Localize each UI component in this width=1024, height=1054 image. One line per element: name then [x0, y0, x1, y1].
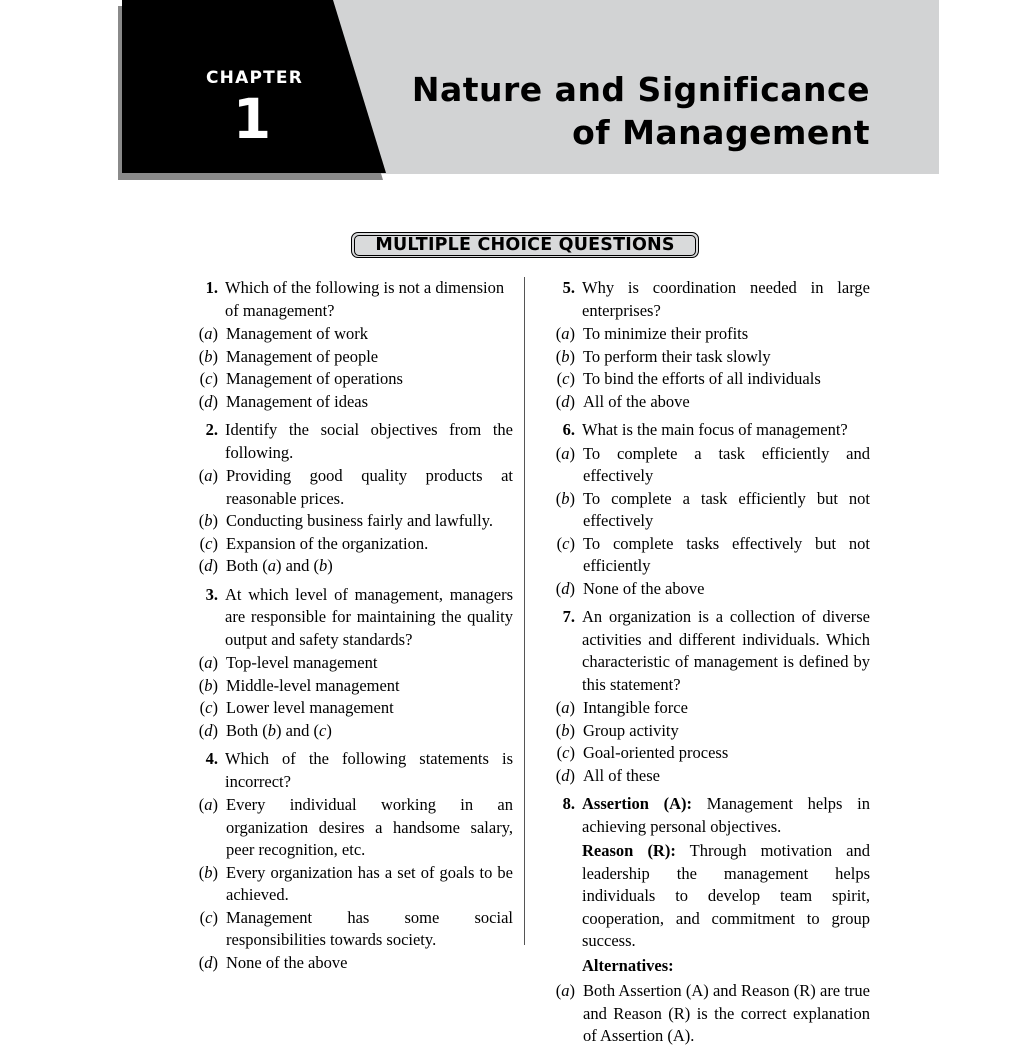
option-letter: (b) [198, 862, 218, 882]
option-letter: (a) [555, 443, 575, 463]
question-text: An organization is a collection of diverse activities and different individuals. Which characteristic of management is defined by this statement? [582, 607, 870, 694]
option-letter: (b) [555, 488, 575, 508]
question-number: 8. [562, 794, 575, 813]
option-item[interactable] [553, 980, 870, 1048]
option-letter: (d) [198, 391, 218, 411]
reason-label: Reason (R): [582, 841, 676, 860]
question-block [196, 419, 513, 578]
option-letter: (d) [198, 556, 218, 575]
option-list [196, 794, 513, 974]
option-text: Both Assertion (A) and Reason (R) are true and Reason (R) is the correct explanation of Assertion (A). [583, 981, 870, 1045]
option-text: Management of operations [226, 369, 403, 388]
option-item[interactable] [553, 443, 870, 488]
option-text: None of the above [583, 578, 705, 598]
option-text: To complete a task efficiently and effectively [583, 443, 870, 485]
option-text: Middle-level management [226, 675, 400, 695]
question-text: At which level of management, managers are responsible for maintaining the quality output and safety standards? [225, 584, 513, 649]
questions-area [0, 277, 1024, 1045]
option-item[interactable] [553, 346, 870, 369]
option-text: None of the above [226, 952, 348, 972]
question-number: 4. [205, 749, 218, 768]
alternatives-label: Alternatives: [582, 955, 674, 975]
option-letter: (a) [198, 653, 218, 672]
option-item[interactable] [553, 765, 870, 788]
option-letter: (a) [555, 981, 575, 1000]
questions-column-right [553, 277, 870, 1054]
question-header [196, 584, 513, 652]
option-letter: (d) [555, 391, 575, 411]
option-text: Conducting business fairly and lawfully. [226, 511, 494, 530]
question-text: Identify the social objectives from the following. [225, 420, 513, 462]
option-letter: (c) [199, 369, 218, 388]
option-item[interactable] [553, 488, 870, 533]
assertion-reason-body [582, 793, 870, 979]
option-letter: (c) [556, 369, 575, 388]
option-letter: (d) [555, 765, 575, 785]
question-header [196, 419, 513, 464]
option-text: Goal-oriented process [583, 743, 729, 762]
question-block [553, 606, 870, 787]
option-item[interactable] [196, 862, 513, 907]
option-letter: (b) [555, 346, 575, 366]
option-item[interactable] [196, 720, 513, 743]
option-letter: (d) [555, 578, 575, 598]
option-item[interactable] [196, 465, 513, 510]
option-text: Management has some social responsibilities towards society. [226, 907, 513, 949]
reason-line: Reason (R): Through motivation and leadership the management helps individuals to develop team spirit, cooperation, and commitment to group success. [582, 841, 870, 950]
chapter-label: CHAPTER [205, 68, 304, 88]
option-item[interactable] [196, 368, 513, 391]
question-number: 3. [205, 584, 218, 604]
option-item[interactable] [196, 323, 513, 346]
question-text: Which of the following is not a dimension of management? [225, 278, 505, 320]
option-item[interactable] [196, 652, 513, 675]
option-text: Lower level management [226, 698, 394, 717]
question-block [553, 277, 870, 413]
question-number: 2. [205, 420, 218, 439]
option-text: All of the above [583, 391, 690, 411]
option-list [553, 323, 870, 413]
question-header [553, 793, 870, 979]
option-item[interactable] [553, 720, 870, 743]
option-list [196, 465, 513, 578]
option-list [553, 697, 870, 787]
option-letter: (a) [198, 324, 218, 343]
option-text: Both (a) and (b) [226, 556, 333, 575]
question-header [553, 419, 870, 442]
option-letter: (b) [198, 346, 218, 366]
option-text: Intangible force [583, 698, 688, 717]
column-divider [524, 277, 525, 945]
option-letter: (b) [198, 675, 218, 695]
option-item[interactable] [553, 697, 870, 720]
option-item[interactable] [553, 323, 870, 346]
option-item[interactable] [196, 697, 513, 720]
chapter-title [400, 68, 870, 154]
option-letter: (c) [556, 743, 575, 762]
option-text: Every individual working in an organization desires a handsome salary, peer recognition, etc. [226, 795, 513, 859]
question-header [553, 277, 870, 322]
question-block [553, 419, 870, 600]
question-number: 5. [562, 278, 575, 297]
option-letter: (d) [198, 720, 218, 740]
option-list [553, 980, 870, 1048]
chapter-title-line-2: of Management [572, 113, 870, 152]
chapter-header-banner [0, 0, 1024, 190]
option-letter: (b) [555, 720, 575, 740]
option-text: To bind the efforts of all individuals [583, 369, 821, 388]
option-text: Both (b) and (c) [226, 720, 332, 740]
option-text: To complete tasks effectively but not efficiently [583, 533, 870, 575]
option-text: Every organization has a set of goals to be achieved. [226, 862, 513, 904]
option-text: To perform their task slowly [583, 346, 771, 366]
option-item[interactable] [196, 346, 513, 369]
section-title-banner [351, 232, 699, 258]
option-item[interactable] [196, 952, 513, 975]
option-item[interactable] [553, 533, 870, 578]
option-text: Management of people [226, 346, 379, 366]
option-item[interactable] [196, 907, 513, 952]
question-text: What is the main focus of management? [582, 420, 848, 439]
question-block [196, 277, 513, 413]
option-letter: (a) [555, 324, 575, 343]
option-letter: (c) [199, 698, 218, 717]
option-item[interactable] [196, 555, 513, 578]
option-text: To complete a task efficiently but not effectively [583, 488, 870, 530]
option-item[interactable] [553, 578, 870, 601]
option-item[interactable] [553, 368, 870, 391]
question-number: 1. [205, 278, 218, 297]
question-number: 7. [562, 607, 575, 626]
option-letter: (c) [199, 907, 218, 927]
option-list [196, 652, 513, 742]
option-letter: (a) [555, 698, 575, 717]
chapter-number: 1 [232, 87, 272, 151]
option-text: Group activity [583, 720, 679, 740]
option-letter: (a) [198, 466, 218, 485]
option-text: Expansion of the organization. [226, 533, 429, 553]
option-text: Management of work [226, 324, 369, 343]
question-header [196, 277, 513, 322]
questions-column-left [196, 277, 513, 980]
option-letter: (d) [198, 952, 218, 972]
option-letter: (a) [198, 795, 218, 814]
option-item[interactable] [196, 675, 513, 698]
question-text: Which of the following statements is incorrect? [225, 749, 513, 791]
option-item[interactable] [196, 510, 513, 533]
section-title-text: MULTIPLE CHOICE QUESTIONS [375, 235, 675, 255]
question-block [553, 793, 870, 1048]
option-text: All of these [583, 765, 660, 785]
option-letter: (c) [556, 533, 575, 553]
chapter-title-line-1: Nature and Significance [411, 70, 870, 109]
option-text: Top-level management [226, 653, 378, 672]
assertion-line: Assertion (A): Management helps in achieving personal objectives. [582, 794, 871, 836]
option-list [553, 443, 870, 601]
option-item[interactable] [553, 391, 870, 414]
option-item[interactable] [553, 742, 870, 765]
option-letter: (b) [198, 511, 218, 530]
option-letter: (c) [199, 533, 218, 553]
question-number: 6. [562, 420, 575, 439]
question-text: Why is coordination needed in large enterprises? [582, 278, 870, 320]
option-text: Providing good quality products at reasonable prices. [226, 466, 513, 508]
option-item[interactable] [196, 391, 513, 414]
question-block [196, 748, 513, 974]
option-list [196, 323, 513, 413]
option-item[interactable] [196, 794, 513, 862]
question-header [553, 606, 870, 696]
question-block [196, 584, 513, 743]
option-item[interactable] [196, 533, 513, 556]
option-text: Management of ideas [226, 391, 369, 411]
question-header [196, 748, 513, 793]
assertion-label: Assertion (A): [582, 794, 693, 813]
section-title-banner-inner [354, 235, 696, 256]
option-text: To minimize their profits [583, 324, 749, 343]
